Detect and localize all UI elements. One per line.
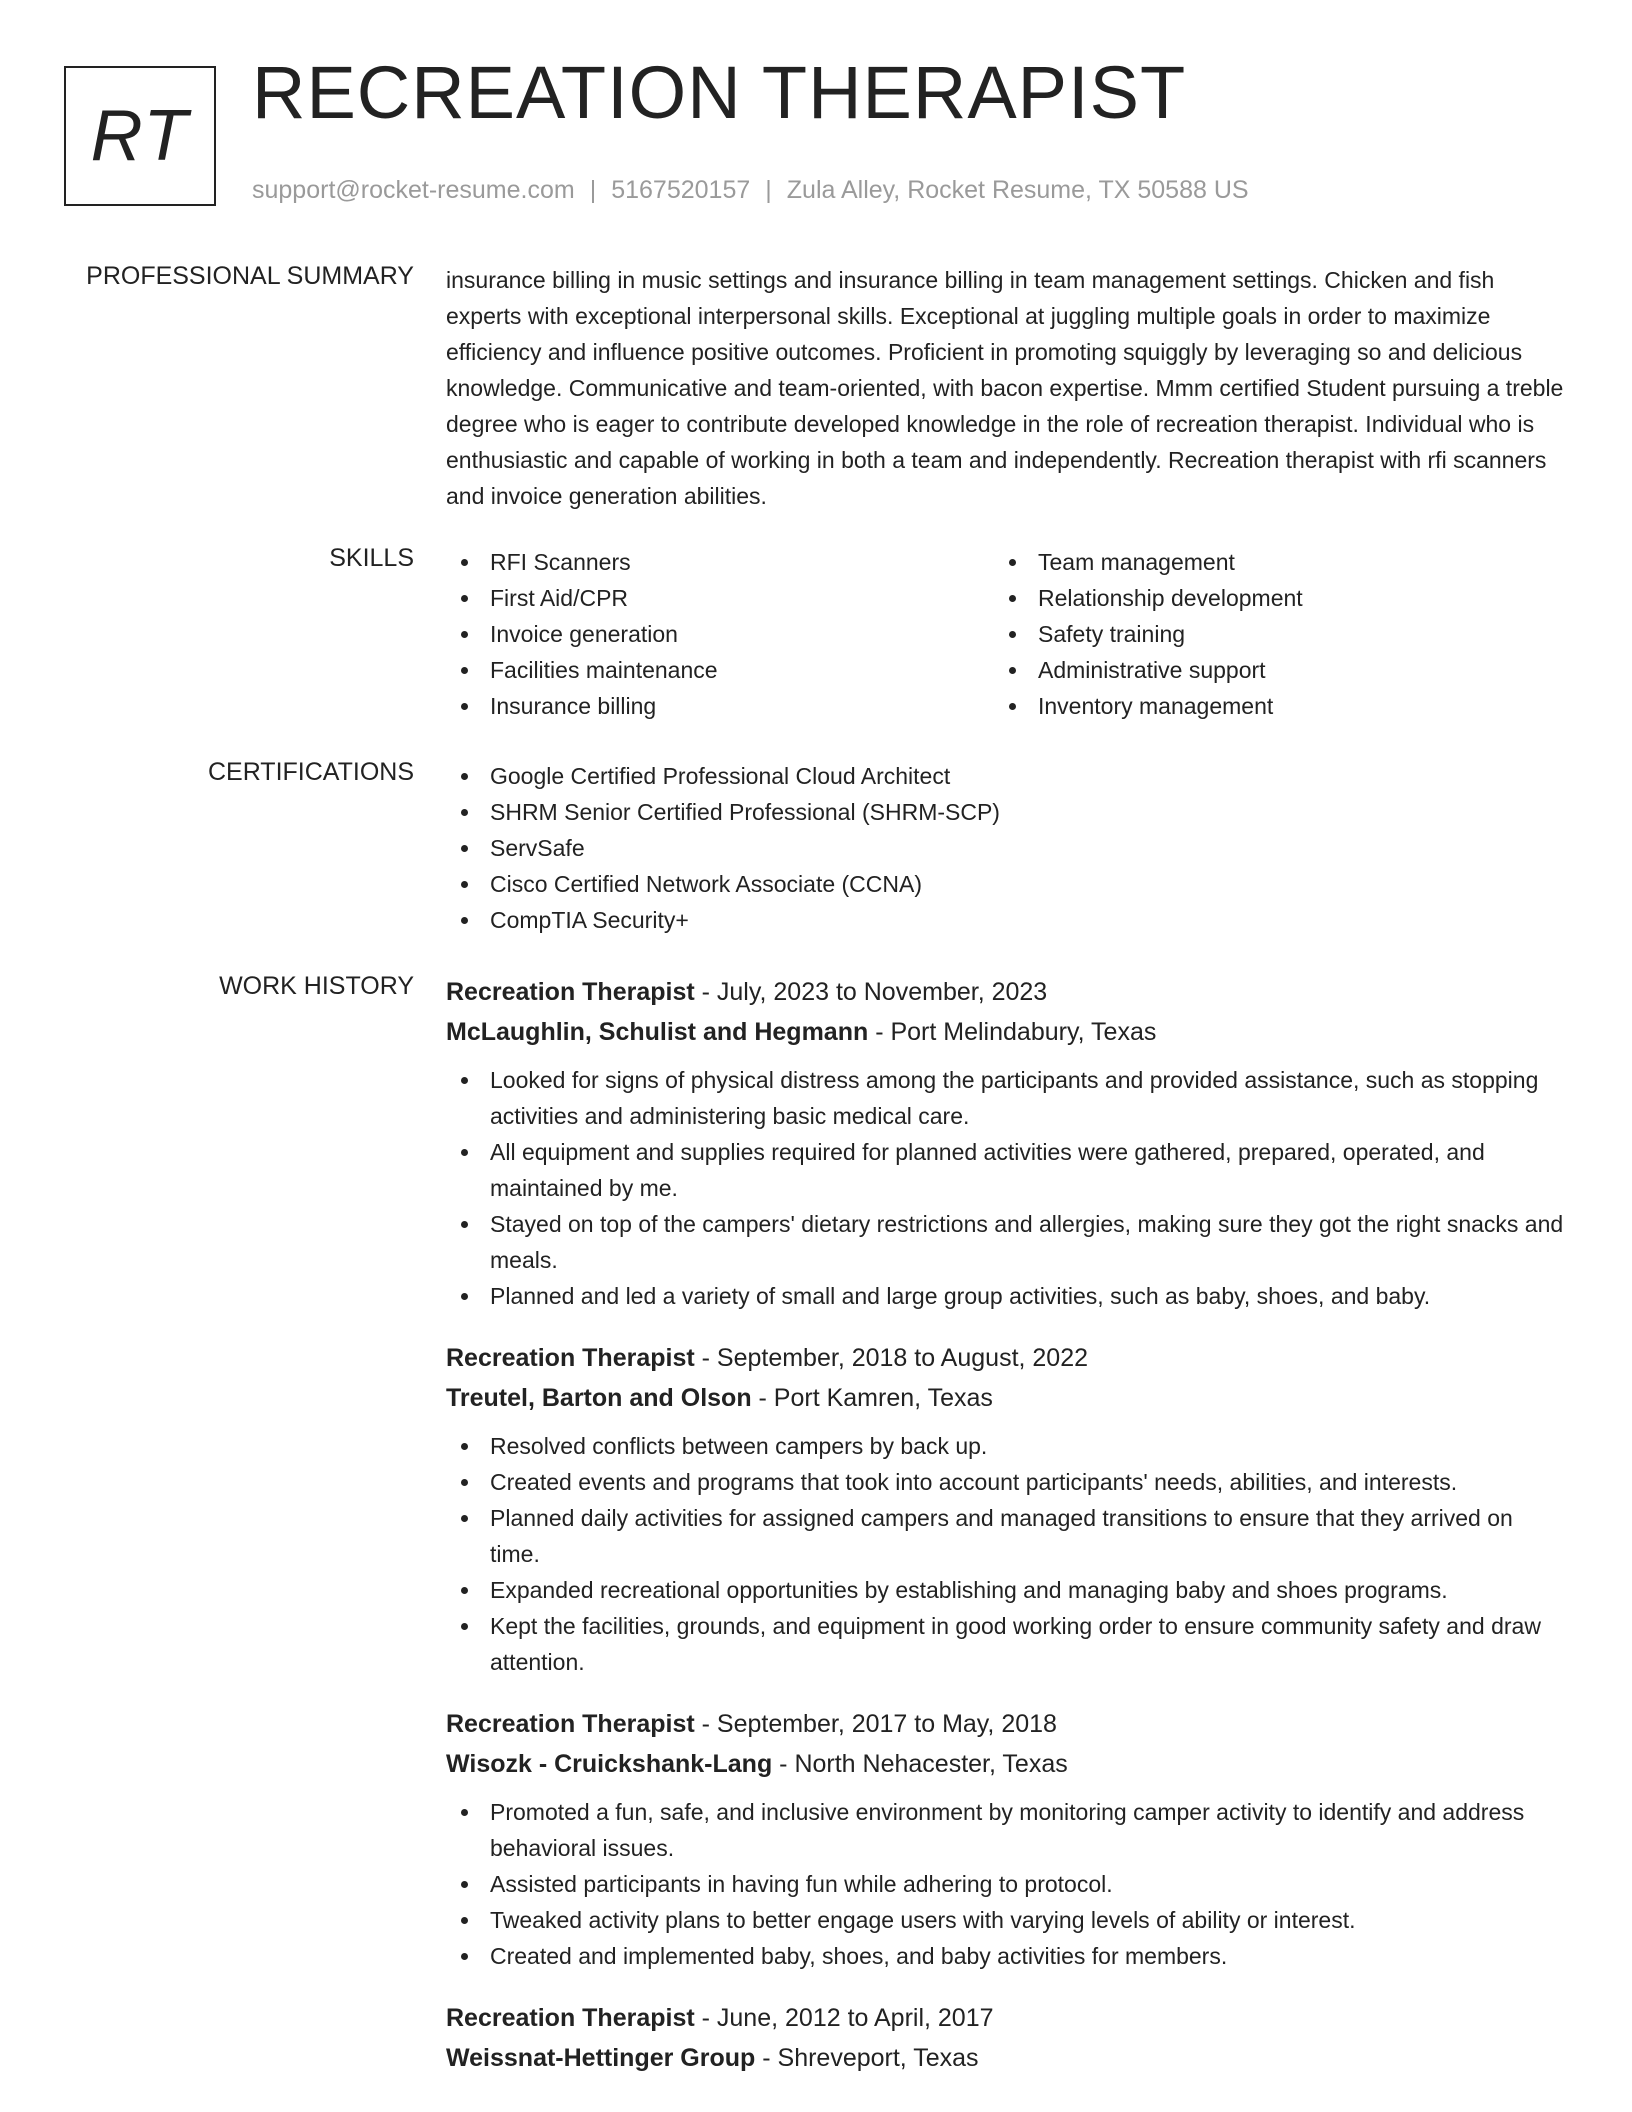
job-duty: Planned daily activities for assigned campers and managed transitions to ensure that they arrived on time. [446,1500,1564,1572]
job-duty: Promoted a fun, safe, and inclusive environment by monitoring camper activity to identify and address behavioral issues. [446,1794,1564,1866]
phone-number[interactable]: 5167520157 [611,176,751,204]
job-company-line [446,1744,1564,1784]
skills-list-left [446,544,994,724]
job-company: Weissnat-Hettinger Group [446,2044,756,2072]
skill-item: Inventory management [994,688,1542,724]
job-duties [446,1062,1564,1314]
job-duty: Stayed on top of the campers' dietary restrictions and allergies, making sure they got the right snacks and meals. [446,1206,1564,1278]
job-title: Recreation Therapist [446,2004,695,2032]
job-dates: - July, 2023 to November, 2023 [694,978,1048,1006]
certification-item: Cisco Certified Network Associate (CCNA) [446,866,1564,902]
job-company-line [446,2038,1564,2078]
job-duties [446,1428,1564,1680]
job-duty: Looked for signs of physical distress among the participants and provided assistance, such as stopping activities and administering basic medical care. [446,1062,1564,1134]
job-title: Recreation Therapist [446,1710,695,1738]
skill-item: Relationship development [994,580,1542,616]
monogram-text: RT [90,96,190,176]
section-label-summary: PROFESSIONAL SUMMARY [86,262,414,290]
skill-item: RFI Scanners [446,544,994,580]
job-title-line [446,1704,1564,1744]
job-title-line [446,1998,1564,2038]
contact-separator: | [765,176,772,204]
contact-separator: | [589,176,597,204]
job-duty: Created events and programs that took into account participants' needs, abilities, and interests. [446,1464,1564,1500]
job-entry [446,972,1564,1314]
job-duty: All equipment and supplies required for planned activities were gathered, prepared, operated, and maintained by me. [446,1134,1564,1206]
skill-item: Facilities maintenance [446,652,994,688]
job-company: Treutel, Barton and Olson [446,1384,752,1412]
monogram-logo [64,66,216,206]
job-entry [446,1704,1564,1974]
job-dates: - September, 2018 to August, 2022 [694,1344,1089,1372]
job-company-line [446,1012,1564,1052]
certifications-list [446,758,1564,938]
job-duty: Resolved conflicts between campers by back up. [446,1428,1564,1464]
section-label-skills: SKILLS [329,544,414,572]
job-location: - North Nehacester, Texas [772,1750,1068,1778]
job-dates: - September, 2017 to May, 2018 [694,1710,1057,1738]
skill-item: First Aid/CPR [446,580,994,616]
address: Zula Alley, Rocket Resume, TX 50588 US [786,176,1249,204]
contact-line [252,176,1249,205]
certification-item: SHRM Senior Certified Professional (SHRM-SCP) [446,794,1564,830]
job-entry [446,1998,1564,2078]
job-company: McLaughlin, Schulist and Hegmann [446,1018,869,1046]
skill-item: Team management [994,544,1542,580]
job-duty: Planned and led a variety of small and large group activities, such as baby, shoes, and baby. [446,1278,1564,1314]
skill-item: Insurance billing [446,688,994,724]
job-title-line [446,972,1564,1012]
job-title: Recreation Therapist [446,978,695,1006]
section-label-work-history: WORK HISTORY [219,972,414,1000]
job-dates: - June, 2012 to April, 2017 [694,2004,994,2032]
job-duty: Expanded recreational opportunities by establishing and managing baby and shoes programs. [446,1572,1564,1608]
skills-list-right [994,544,1542,724]
job-company: Wisozk - Cruickshank-Lang [446,1750,773,1778]
job-location: - Port Kamren, Texas [751,1384,993,1412]
skill-item: Invoice generation [446,616,994,652]
job-duties [446,1794,1564,1974]
job-title: Recreation Therapist [446,1344,695,1372]
job-company-line [446,1378,1564,1418]
skill-item: Administrative support [994,652,1542,688]
job-duty: Assisted participants in having fun while adhering to protocol. [446,1866,1564,1902]
email-link[interactable]: support@rocket-resume.com [252,176,575,204]
job-entry [446,1338,1564,1680]
job-duty: Kept the facilities, grounds, and equipment in good working order to ensure community safety and draw attention. [446,1608,1564,1680]
job-duty: Created and implemented baby, shoes, and baby activities for members. [446,1938,1564,1974]
certification-item: Google Certified Professional Cloud Architect [446,758,1564,794]
job-duty: Tweaked activity plans to better engage users with varying levels of ability or interest. [446,1902,1564,1938]
section-label-certifications: CERTIFICATIONS [207,758,414,786]
skill-item: Safety training [994,616,1542,652]
certification-item: CompTIA Security+ [446,902,1564,938]
candidate-name: RECREATION THERAPIST [252,51,1187,134]
summary-text: insurance billing in music settings and insurance billing in team management settings. Chicken and fish experts with exceptional interpersonal skills. Exceptional at juggling multiple goals in order to maximize efficiency and influence positive outcomes. Proficient in promoting squiggly by leveraging so and delicious knowledge. Communicative and team-oriented, with bacon expertise. Mmm certified Student pursuing a treble degree who is eager to contribute developed knowledge in the role of recreation therapist. Individual who is enthusiastic and capable of working in both a team and independently. Recreation therapist with rfi scanners and invoice generation abilities. [446,267,1564,509]
job-location: - Shreveport, Texas [755,2044,979,2072]
certification-item: ServSafe [446,830,1564,866]
job-location: - Port Melindabury, Texas [868,1018,1157,1046]
job-title-line [446,1338,1564,1378]
